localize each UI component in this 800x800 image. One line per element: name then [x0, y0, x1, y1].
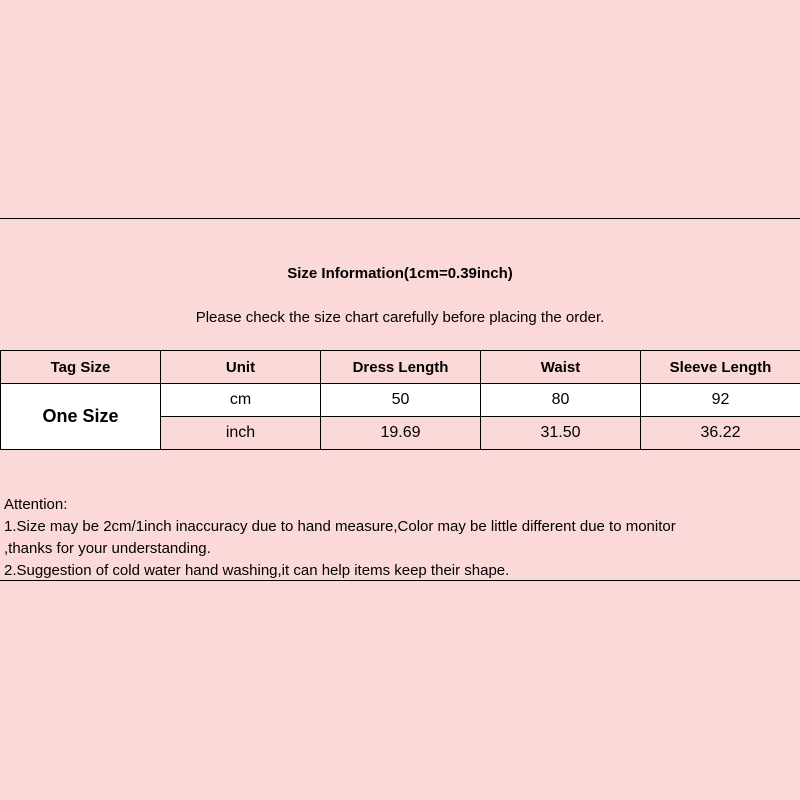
waist-cell: 31.50 — [481, 417, 641, 450]
attention-line-1: 1.Size may be 2cm/1inch inaccuracy due to hand measure,Color may be little different due to monitor — [4, 518, 676, 535]
tag-size-cell: One Size — [1, 384, 161, 450]
attention-heading: Attention: — [4, 496, 68, 513]
header-unit: Unit — [161, 351, 321, 384]
unit-cell: inch — [161, 417, 321, 450]
dress-length-cell: 19.69 — [321, 417, 481, 450]
sleeve-length-cell: 36.22 — [641, 417, 800, 450]
top-divider — [0, 218, 800, 219]
attention-line-2: ,thanks for your understanding. — [4, 540, 211, 557]
bottom-divider — [0, 580, 800, 581]
header-dress-length: Dress Length — [321, 351, 481, 384]
size-info-title: Size Information(1cm=0.39inch) — [287, 265, 513, 282]
unit-cell: cm — [161, 384, 321, 417]
table-row — [1, 384, 800, 417]
header-tag-size: Tag Size — [1, 351, 161, 384]
header-waist: Waist — [481, 351, 641, 384]
dress-length-cell: 50 — [321, 384, 481, 417]
header-sleeve-length: Sleeve Length — [641, 351, 800, 384]
sleeve-length-cell: 92 — [641, 384, 800, 417]
attention-line-3: 2.Suggestion of cold water hand washing,it can help items keep their shape. — [4, 562, 510, 579]
size-chart-table — [0, 350, 800, 450]
size-info-subtitle: Please check the size chart carefully before placing the order. — [195, 309, 605, 326]
table-header-row — [1, 351, 800, 384]
attention-notes — [4, 494, 800, 582]
waist-cell: 80 — [481, 384, 641, 417]
